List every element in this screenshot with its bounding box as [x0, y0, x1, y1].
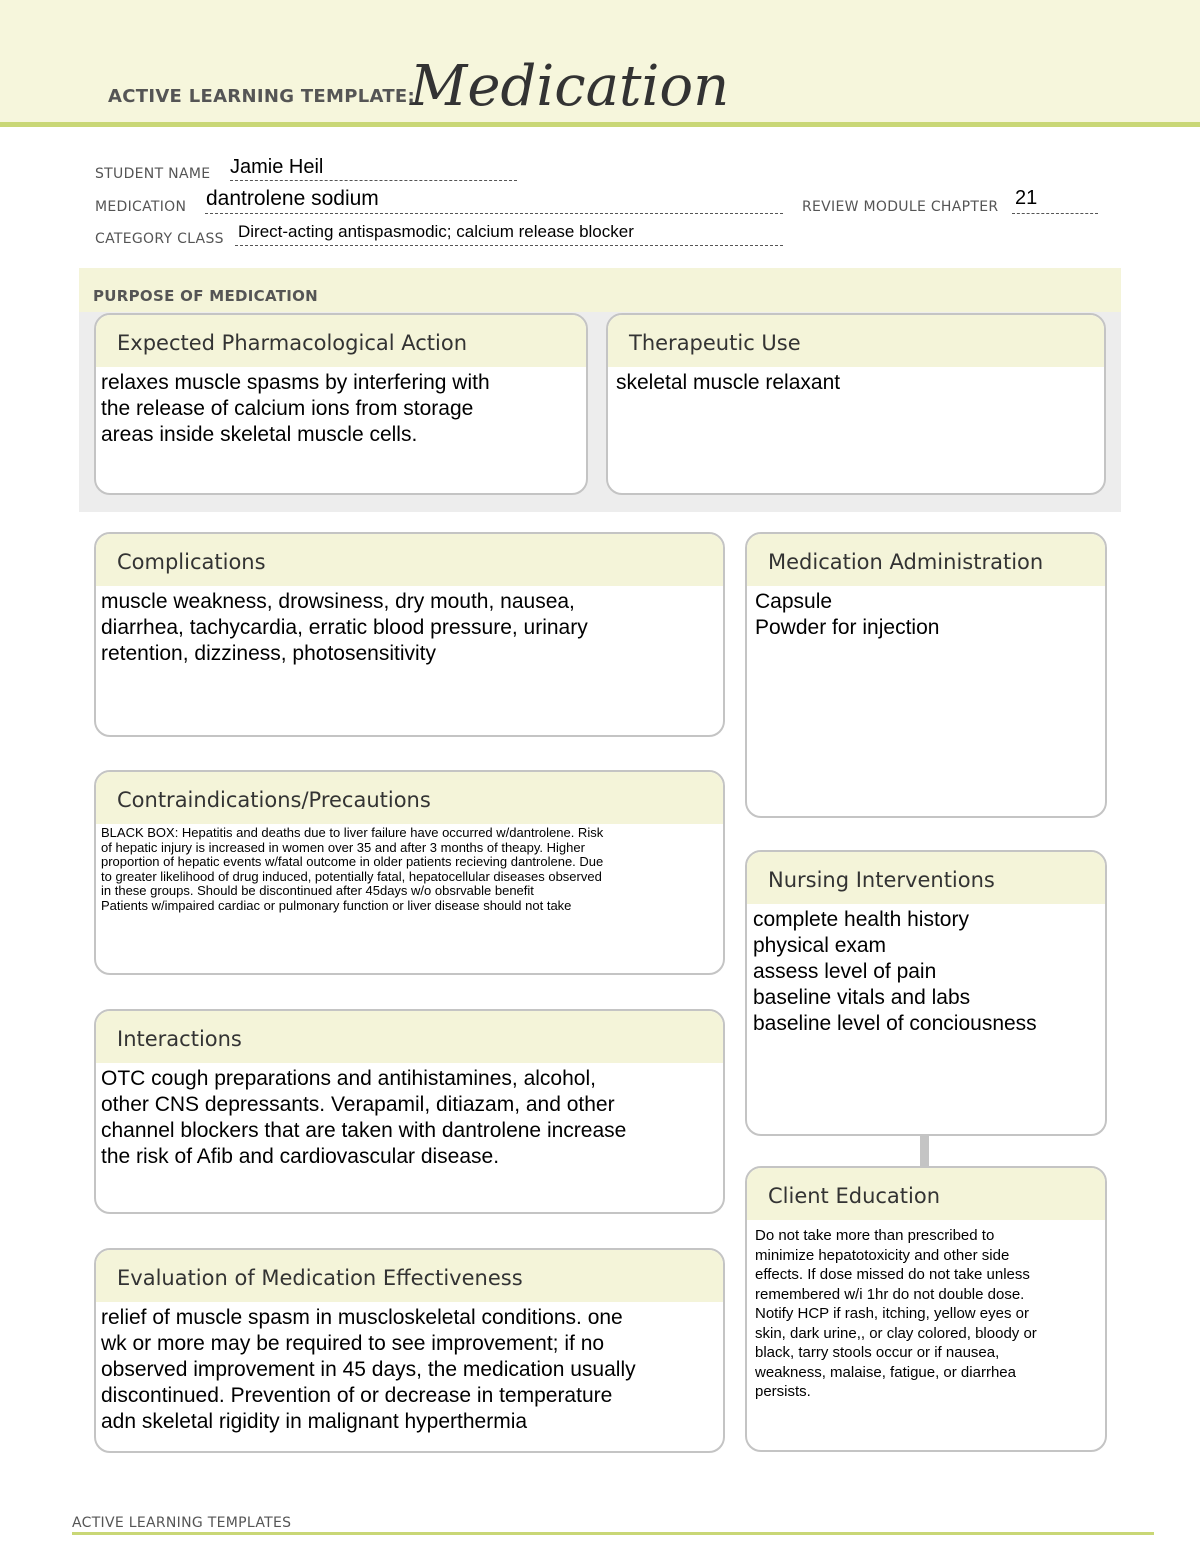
text-line: relief of muscle spasm in muscloskeletal conditions. one — [101, 1306, 623, 1329]
text-line: effects. If dose missed do not take unless — [755, 1266, 1030, 1283]
contraindications-card — [94, 770, 725, 975]
text-line: in these groups. Should be discontinued after 45days w/o obsrvable benefit — [101, 883, 534, 898]
complications-body[interactable] — [96, 586, 723, 667]
expected-action-title: Expected Pharmacological Action — [96, 315, 586, 367]
student-name-label: STUDENT NAME — [95, 166, 211, 182]
nursing-interventions-card — [745, 850, 1107, 1136]
text-line: diarrhea, tachycardia, erratic blood pressure, urinary — [101, 616, 588, 639]
contraindications-title: Contraindications/Precautions — [96, 772, 723, 824]
medication-line — [205, 213, 783, 214]
interactions-card — [94, 1009, 725, 1214]
medication-administration-title: Medication Administration — [747, 534, 1105, 586]
card-connector — [920, 1134, 929, 1166]
therapeutic-use-title: Therapeutic Use — [608, 315, 1104, 367]
student-name-line — [230, 180, 517, 181]
text-line: observed improvement in 45 days, the medication usually — [101, 1358, 636, 1381]
expected-action-body[interactable] — [96, 367, 586, 448]
text-line: channel blockers that are taken with dantrolene increase — [101, 1119, 627, 1142]
medication-label: MEDICATION — [95, 199, 187, 215]
text-line: wk or more may be required to see improvement; if no — [101, 1332, 605, 1355]
text-line: the release of calcium ions from storage — [101, 397, 474, 420]
client-education-title: Client Education — [747, 1168, 1105, 1220]
nursing-interventions-title: Nursing Interventions — [747, 852, 1105, 904]
review-module-chapter-label: REVIEW MODULE CHAPTER — [802, 199, 999, 215]
text-line: remembered w/i 1hr do not double dose. — [755, 1285, 1025, 1303]
text-line: retention, dizziness, photosensitivity — [101, 642, 437, 665]
header-rule — [0, 122, 1200, 127]
complications-card — [94, 532, 725, 737]
nursing-interventions-body[interactable] — [747, 904, 1105, 1037]
evaluation-title: Evaluation of Medication Effectiveness — [96, 1250, 723, 1302]
text-line: weakness, malaise, fatigue, or diarrhea — [755, 1363, 1016, 1381]
expected-action-card — [94, 313, 588, 495]
template-label: ACTIVE LEARNING TEMPLATE: — [108, 86, 415, 107]
text-line: Patients w/impaired cardiac or pulmonary function or liver disease should not take — [101, 897, 572, 913]
text-line: baseline vitals and labs — [753, 986, 971, 1009]
medication-administration-body[interactable] — [747, 586, 1105, 641]
text-line: skeletal muscle relaxant — [616, 371, 841, 394]
review-module-chapter-value[interactable]: 21 — [1015, 187, 1038, 209]
category-class-line — [235, 245, 783, 246]
text-line: the risk of Afib and cardiovascular disease. — [101, 1145, 500, 1168]
text-line: adn skeletal rigidity in malignant hyperthermia — [101, 1410, 528, 1433]
client-education-body[interactable] — [747, 1220, 1105, 1402]
text-line: BLACK BOX: Hepatitis and deaths due to liver failure have occurred w/dantrolene. Risk — [101, 825, 604, 840]
footer-rule — [72, 1532, 1154, 1535]
text-line: Notify HCP if rash, itching, yellow eyes or — [755, 1305, 1029, 1322]
text-line: assess level of pain — [753, 960, 937, 983]
text-line: Do not take more than prescribed to — [755, 1227, 995, 1244]
footer-label: ACTIVE LEARNING TEMPLATES — [72, 1515, 292, 1531]
text-line: physical exam — [753, 934, 887, 957]
text-line: to greater likelihood of drug induced, potentially fatal, hepatocellular diseases observed — [101, 868, 602, 884]
text-line: discontinued. Prevention of or decrease in temperature — [101, 1384, 613, 1407]
review-module-chapter-line — [1012, 213, 1098, 214]
therapeutic-use-card — [606, 313, 1106, 495]
text-line: areas inside skeletal muscle cells. — [101, 423, 418, 446]
text-line: relaxes muscle spasms by interfering with — [101, 371, 490, 394]
text-line: Powder for injection — [755, 616, 940, 639]
text-line: of hepatic injury is increased in women over 35 and after 3 months of theapy. Higher — [101, 839, 585, 855]
contraindications-body[interactable] — [96, 824, 723, 913]
text-line: proportion of hepatic events w/fatal outcome in older patients recieving dantrolene. Due — [101, 854, 604, 869]
student-name-value[interactable]: Jamie Heil — [230, 156, 324, 178]
purpose-label: PURPOSE OF MEDICATION — [93, 287, 319, 305]
text-line: OTC cough preparations and antihistamines, alcohol, — [101, 1067, 596, 1090]
medication-administration-card — [745, 532, 1107, 818]
evaluation-body[interactable] — [96, 1302, 723, 1435]
text-line: skin, dark urine,, or clay colored, bloody or — [755, 1324, 1037, 1342]
evaluation-card — [94, 1248, 725, 1453]
page-title: Medication — [410, 54, 730, 119]
category-class-value[interactable]: Direct-acting antispasmodic; calcium release blocker — [238, 222, 634, 241]
complications-title: Complications — [96, 534, 723, 586]
therapeutic-use-body[interactable] — [608, 367, 1104, 396]
text-line: minimize hepatotoxicity and other side — [755, 1246, 1010, 1264]
text-line: persists. — [755, 1383, 811, 1400]
text-line: baseline level of conciousness — [753, 1012, 1037, 1035]
text-line: muscle weakness, drowsiness, dry mouth, nausea, — [101, 590, 575, 613]
client-education-card — [745, 1166, 1107, 1452]
text-line: other CNS depressants. Verapamil, ditiazam, and other — [101, 1093, 615, 1116]
text-line: Capsule — [755, 590, 833, 613]
text-line: black, tarry stools occur or if nausea, — [755, 1344, 1000, 1361]
category-class-label: CATEGORY CLASS — [95, 231, 224, 247]
interactions-body[interactable] — [96, 1063, 723, 1170]
text-line: complete health history — [753, 908, 969, 931]
interactions-title: Interactions — [96, 1011, 723, 1063]
medication-value[interactable]: dantrolene sodium — [206, 187, 379, 210]
